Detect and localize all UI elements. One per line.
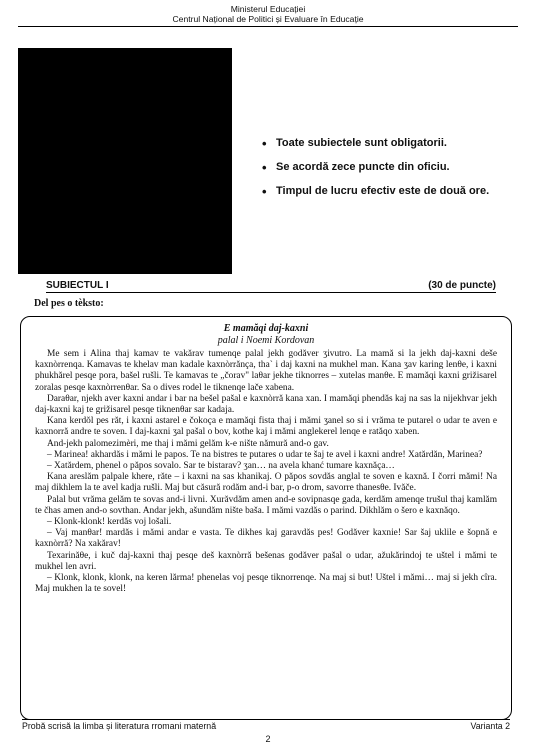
story-paragraph: – Xatărdem, phenel o păpos sovalo. Sar te bistarav? ʒan… na avela khanć tumare kaxnăça…: [47, 461, 395, 472]
redacted-block: [18, 48, 232, 274]
subject-points: (30 de puncte): [428, 280, 496, 291]
story-paragraph: – Klonk-klonk! kerdăs voj lošali.: [47, 517, 172, 528]
story-paragraph: – Klonk, klonk, klonk, na keren lărma! phenelas voj pesqe tiknorrenqe. Na maj si but! Uštel i mămi… maj si jekh cîra. Maj mukhen la te sovel!: [35, 573, 497, 595]
page-number: 2: [265, 734, 271, 744]
story-paragraph: Kana kerdŏl pes răt, i kaxni astarel e čokoça e mamăqi fista thaj i mămi ʒanel so si i vrăma te putarel o udar te aven e kaxnorră andre te soven. I daj-kaxni ʒal pašal o bov, kothe kaj i mămi anglekerel lenqe e ratăqo xaben.: [35, 416, 497, 438]
story-paragraph: – Vaj manθar! mardăs i mămi andar e vasta. Te dikhes kaj garavdăs pes! Godăver kaxnie! Sar šaj uklile e šopnă e kaxnòrră? Na xakărav!: [35, 528, 497, 550]
ministry-name: Ministerul Educației: [230, 4, 306, 14]
page-header: [0, 4, 536, 24]
page-footer: [22, 719, 510, 731]
story-box: [20, 316, 512, 720]
rule-item: • Toate subiectele sunt obligatorii.: [262, 137, 489, 149]
subject-title: SUBIECTUL I: [46, 280, 109, 291]
rule-item: • Timpul de lucru efectiv este de două ore.: [262, 185, 489, 197]
subject-heading: [46, 280, 496, 293]
story-paragraph: And-jekh palomezimèri, me thaj i mămi gelăm k-e nište nămură and-o gav.: [47, 438, 329, 449]
story-paragraph: Texarinăθe, i kuč daj-kaxni thaj pesqe deš kaxnòrră bešenas godăver pašal o udar, ažukărindoj te uštel i mămi te mukhel len avri.: [35, 550, 497, 572]
instruction-text: Del pes o tèksto:: [34, 298, 104, 309]
exam-rules-list: [262, 137, 489, 209]
story-author: palal i Noemi Kordovan: [217, 335, 315, 346]
story-paragraph: Daraθar, njekh aver kaxni andar i bar na bešel pašal e kaxnòrră kana xan. I mamăqi phendăs kaj na sas la nijekhvar jekh daj-kaxni kaj te grižisarel pesqe tiknenθar sar kadaja.: [35, 393, 497, 416]
story-paragraph: – Marinea! akhardăs i mămi le papos. Te na bistres te putares o udar te šaj te avel i kaxni andre! Xatărdăn, Marinea?: [47, 449, 483, 460]
rule-item: • Se acordă zece puncte din oficiu.: [262, 161, 489, 173]
story-paragraph: Palal but vrăma gelăm te sovas and-i livni. Xurăvdăm amen and-e sovipnasqe gada, kerdăm amenqe trušul thaj kamlăm te čhas amen and-o sovthan. Andar jekh, ašundăm nište baša. I mămi vazdăs o parind. Dikhlăm o šero e kaxnăqo.: [35, 494, 497, 516]
exam-variant: Varianta 2: [470, 721, 510, 731]
header-divider: [18, 26, 518, 27]
story-paragraph: Me sem i Alina thaj kamav te vakărav tumenqe palal jekh godăver ʒivutro. La mamă si la jekh daj-kaxni deše kaxnòrrenqa. Kamavas te khelav man kadale kaxnòrrănça, tha` i daj kaxni na mukhel man. Kana ʒav karing lenθe, i kaxni phukhărel pesqe pora, bašel rušli. Te kamavas te „čorav" laθar jekhe tiknorres – xutelas manθe. E mamăqi kaxni grižisarel zoralas pesqe kaxnòrrenθar. Sa o dives rodel le tiknenqe lače xabena.: [35, 349, 497, 393]
story-title: E mamăqi daj-kaxni: [223, 323, 309, 334]
story-paragraph: Kana areslăm palpale khere, răte – i kaxni na sas khanikaj. O păpos sovdăs anglal te soven e kaxnă. I čorri mămi! Na maj dikhlem la te avel kadja rušli. Maj but căsură rodăm and-i bar, p-o drom, savorre thanesθe. Ivăče.: [35, 472, 497, 494]
exam-name: Probă scrisă la limba și literatura rromani maternă: [22, 721, 217, 731]
center-name: Centrul Național de Politici și Evaluare în Educație: [172, 14, 364, 24]
